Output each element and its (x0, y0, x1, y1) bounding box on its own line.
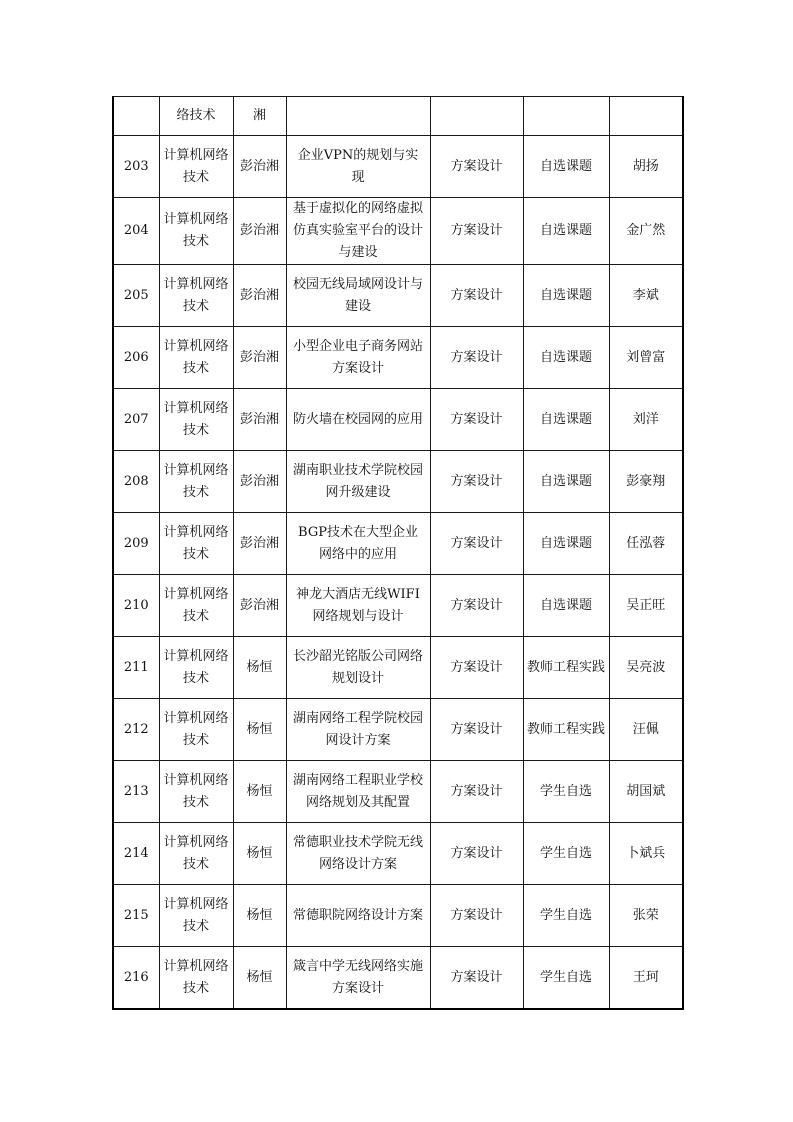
topic-source-cell-text: 自选课题 (539, 158, 592, 174)
table-row (113, 947, 683, 1010)
advisor-cell (233, 947, 286, 1010)
topic-title-cell-text: 湖南职业技术学院校园网升级建设 (292, 462, 423, 500)
topic-type-cell (430, 513, 523, 575)
row-number-cell-text: 208 (123, 473, 149, 489)
student-cell (609, 637, 683, 699)
topic-title-cell-text: BGP技术在大型企业网络中的应用 (298, 524, 418, 562)
row-number-cell (113, 265, 159, 327)
topic-type-cell-text: 方案设计 (450, 597, 503, 613)
student-cell-text: 汪佩 (632, 721, 659, 737)
topic-title-cell-text: 湖南网络工程学院校园网设计方案 (292, 710, 423, 748)
advisor-cell (233, 265, 286, 327)
row-number-cell (113, 513, 159, 575)
advisor-cell (233, 637, 286, 699)
advisor-cell-text: 杨恒 (246, 845, 273, 861)
advisor-cell (233, 699, 286, 761)
student-cell-text: 卜斌兵 (626, 845, 666, 861)
topic-title-cell (286, 699, 430, 761)
topic-title-cell (286, 513, 430, 575)
topic-source-cell-text: 自选课题 (539, 473, 592, 489)
row-number-cell-text: 209 (123, 535, 149, 551)
topic-source-cell-text: 自选课题 (539, 597, 592, 613)
topic-source-cell-text: 自选课题 (539, 349, 592, 365)
row-number-cell (113, 389, 159, 451)
table-row (113, 761, 683, 823)
topic-title-cell-text: 防火墙在校园网的应用 (292, 411, 423, 427)
topic-source-cell (523, 637, 609, 699)
topic-source-cell (523, 947, 609, 1010)
major-cell-text: 计算机网络技术 (163, 772, 229, 810)
row-number-cell (113, 327, 159, 389)
major-cell-text: 计算机网络技术 (163, 896, 229, 934)
row-number-cell-text: 203 (123, 158, 149, 174)
topic-title-cell (286, 947, 430, 1010)
major-cell-text: 计算机网络技术 (163, 147, 229, 185)
topic-source-cell-text: 学生自选 (539, 969, 592, 985)
advisor-cell (233, 198, 286, 265)
major-cell-text: 计算机网络技术 (163, 524, 229, 562)
row-number-cell (113, 885, 159, 947)
table-row (113, 198, 683, 265)
advisor-cell (233, 389, 286, 451)
row-number-cell-text: 213 (123, 783, 149, 799)
advisor-cell-text: 彭治湘 (239, 287, 279, 303)
topic-type-cell-text: 方案设计 (450, 969, 503, 985)
advisor-cell-text: 彭治湘 (239, 158, 279, 174)
major-cell (159, 575, 233, 637)
topic-title-cell (286, 265, 430, 327)
table-row (113, 823, 683, 885)
advisor-cell (233, 136, 286, 198)
topic-type-cell-text: 方案设计 (450, 411, 503, 427)
row-number-cell (113, 761, 159, 823)
student-cell (609, 136, 683, 198)
topic-title-cell (286, 389, 430, 451)
major-cell (159, 947, 233, 1010)
student-cell-text: 彭豪翔 (626, 473, 666, 489)
topic-type-cell-text: 方案设计 (450, 349, 503, 365)
major-cell (159, 198, 233, 265)
student-cell (609, 761, 683, 823)
topic-source-cell-text: 学生自选 (539, 845, 592, 861)
student-cell (609, 513, 683, 575)
topic-type-cell (430, 823, 523, 885)
topic-type-cell-text: 方案设计 (450, 783, 503, 799)
table-row (113, 699, 683, 761)
table-row (113, 327, 683, 389)
student-cell-text: 刘洋 (632, 411, 659, 427)
student-cell (609, 97, 683, 136)
topic-type-cell (430, 761, 523, 823)
student-cell (609, 198, 683, 265)
topic-source-cell-text: 教师工程实践 (526, 721, 605, 737)
major-cell (159, 823, 233, 885)
advisor-cell-text: 彭治湘 (239, 349, 279, 365)
topic-source-cell (523, 198, 609, 265)
student-cell (609, 265, 683, 327)
table-row (113, 265, 683, 327)
student-cell-text: 李斌 (632, 287, 659, 303)
topic-source-cell (523, 823, 609, 885)
student-cell (609, 575, 683, 637)
student-cell (609, 699, 683, 761)
student-cell-text: 胡扬 (632, 158, 659, 174)
major-cell (159, 513, 233, 575)
topic-title-cell-text: 小型企业电子商务网站方案设计 (292, 338, 423, 376)
student-cell-text: 金广然 (626, 223, 666, 238)
advisor-cell-text: 杨恒 (246, 783, 273, 799)
row-number-cell-text: 210 (123, 597, 149, 613)
major-cell-text: 计算机网络技术 (163, 648, 229, 686)
topic-type-cell-text: 方案设计 (450, 659, 503, 675)
advisor-cell (233, 97, 286, 136)
row-number-cell-text: 207 (123, 411, 149, 427)
advisor-cell-text: 彭治湘 (239, 473, 279, 489)
advisor-cell-text: 彭治湘 (239, 411, 279, 427)
topic-title-cell (286, 823, 430, 885)
row-number-cell (113, 947, 159, 1010)
topic-source-cell (523, 699, 609, 761)
row-number-cell (113, 97, 159, 136)
topic-source-cell-text: 自选课题 (539, 535, 592, 551)
row-number-cell-text: 205 (123, 287, 149, 303)
topic-source-cell-text: 自选课题 (539, 411, 592, 427)
advisor-cell (233, 823, 286, 885)
topic-title-cell-text: 湖南网络工程职业学校网络规划及其配置 (292, 772, 423, 810)
topic-title-cell-text: 箴言中学无线网络实施方案设计 (292, 958, 423, 996)
topic-title-cell (286, 575, 430, 637)
advisor-cell-text: 杨恒 (246, 969, 273, 985)
row-number-cell (113, 198, 159, 265)
student-cell (609, 327, 683, 389)
topic-type-cell (430, 947, 523, 1010)
topic-type-cell (430, 327, 523, 389)
advisor-cell-text: 彭治湘 (239, 597, 279, 613)
major-cell (159, 637, 233, 699)
topic-title-cell (286, 97, 430, 136)
major-cell (159, 327, 233, 389)
topic-title-cell (286, 136, 430, 198)
advisor-cell-text: 杨恒 (246, 659, 273, 675)
student-cell (609, 823, 683, 885)
row-number-cell (113, 451, 159, 513)
student-cell (609, 947, 683, 1010)
topic-type-cell (430, 575, 523, 637)
row-number-cell-text: 206 (123, 349, 149, 365)
topic-title-cell-text: 常德职业技术学院无线网络设计方案 (292, 834, 423, 872)
advisor-cell-text: 杨恒 (246, 721, 273, 737)
topic-type-cell-text: 方案设计 (450, 721, 503, 737)
table-row (113, 575, 683, 637)
topic-type-cell-text: 方案设计 (450, 158, 503, 174)
major-cell (159, 451, 233, 513)
topic-source-cell (523, 885, 609, 947)
advisor-cell (233, 451, 286, 513)
student-cell-text: 张荣 (632, 907, 659, 923)
topic-source-cell-text: 学生自选 (539, 907, 592, 923)
topic-title-cell-text: 常德职院网络设计方案 (292, 907, 423, 923)
topic-type-cell-text: 方案设计 (450, 845, 503, 861)
major-cell-text: 络技术 (176, 108, 216, 123)
major-cell (159, 761, 233, 823)
topic-title-cell (286, 451, 430, 513)
topic-type-cell (430, 97, 523, 136)
row-number-cell-text: 214 (123, 845, 149, 861)
topic-source-cell (523, 761, 609, 823)
row-number-cell-text: 204 (123, 223, 149, 238)
advisor-cell (233, 761, 286, 823)
table-row (113, 637, 683, 699)
topic-title-cell (286, 637, 430, 699)
advisor-cell-text: 彭治湘 (239, 223, 279, 238)
topic-title-cell-text: 神龙大酒店无线WIFI网络规划与设计 (296, 586, 420, 624)
row-number-cell (113, 575, 159, 637)
row-number-cell-text: 212 (123, 721, 149, 737)
table-row (113, 513, 683, 575)
major-cell-text: 计算机网络技术 (163, 276, 229, 314)
advisor-cell (233, 885, 286, 947)
major-cell (159, 699, 233, 761)
topic-type-cell (430, 265, 523, 327)
topic-type-cell-text: 方案设计 (450, 535, 503, 551)
student-cell-text: 任泓蓉 (626, 535, 666, 551)
advisor-cell (233, 513, 286, 575)
topic-type-cell (430, 451, 523, 513)
topic-type-cell-text: 方案设计 (450, 287, 503, 303)
major-cell-text: 计算机网络技术 (163, 834, 229, 872)
student-cell-text: 吴亮波 (626, 659, 666, 675)
row-number-cell-text: 215 (123, 907, 149, 923)
student-cell-text: 刘曾富 (626, 349, 666, 365)
topic-title-cell (286, 885, 430, 947)
major-cell (159, 389, 233, 451)
topic-source-cell (523, 389, 609, 451)
topic-type-cell (430, 885, 523, 947)
table-row (113, 136, 683, 198)
topic-type-cell (430, 198, 523, 265)
table-row (113, 885, 683, 947)
advisor-cell-text: 湘 (252, 108, 266, 123)
student-cell-text: 王珂 (632, 969, 659, 985)
topic-type-cell-text: 方案设计 (450, 223, 503, 238)
major-cell (159, 265, 233, 327)
student-cell (609, 885, 683, 947)
topic-title-cell-text: 校园无线局域网设计与建设 (292, 276, 423, 314)
student-cell-text: 吴正旺 (626, 597, 666, 613)
major-cell-text: 计算机网络技术 (163, 958, 229, 996)
student-cell (609, 389, 683, 451)
topic-source-cell-text: 学生自选 (539, 783, 592, 799)
major-cell (159, 885, 233, 947)
student-cell (609, 451, 683, 513)
topic-source-cell (523, 575, 609, 637)
advisor-cell (233, 575, 286, 637)
topic-title-cell (286, 327, 430, 389)
topic-source-cell (523, 136, 609, 198)
topic-type-cell-text: 方案设计 (450, 473, 503, 489)
major-cell-text: 计算机网络技术 (163, 338, 229, 376)
topic-type-cell (430, 136, 523, 198)
topic-source-cell (523, 327, 609, 389)
major-cell-text: 计算机网络技术 (163, 710, 229, 748)
topic-type-cell (430, 637, 523, 699)
topic-title-cell (286, 198, 430, 265)
topic-assignment-table (112, 96, 684, 1010)
topic-title-cell (286, 761, 430, 823)
student-cell-text: 胡国斌 (626, 783, 666, 799)
topic-source-cell (523, 97, 609, 136)
major-cell-text: 计算机网络技术 (163, 212, 229, 249)
topic-type-cell (430, 699, 523, 761)
row-number-cell (113, 699, 159, 761)
table-body (113, 97, 683, 1010)
major-cell-text: 计算机网络技术 (163, 462, 229, 500)
topic-title-cell-text: 企业VPN的规划与实现 (297, 147, 419, 185)
major-cell (159, 97, 233, 136)
table-row (113, 451, 683, 513)
topic-source-cell (523, 513, 609, 575)
topic-source-cell (523, 265, 609, 327)
table-row (113, 389, 683, 451)
topic-source-cell-text: 自选课题 (539, 223, 592, 238)
topic-title-cell-text: 长沙韶光铭版公司网络规划设计 (292, 648, 423, 686)
row-number-cell-text: 216 (123, 969, 149, 985)
row-number-cell (113, 823, 159, 885)
major-cell-text: 计算机网络技术 (163, 586, 229, 624)
row-number-cell (113, 637, 159, 699)
advisor-cell (233, 327, 286, 389)
row-number-cell (113, 136, 159, 198)
topic-source-cell (523, 451, 609, 513)
topic-title-cell-text: 基于虚拟化的网络虚拟仿真实验室平台的设计与建设 (292, 201, 423, 260)
row-number-cell-text: 211 (123, 659, 149, 675)
advisor-cell-text: 彭治湘 (239, 535, 279, 551)
topic-type-cell (430, 389, 523, 451)
topic-source-cell-text: 教师工程实践 (526, 659, 605, 675)
advisor-cell-text: 杨恒 (246, 907, 273, 923)
table-row (113, 97, 683, 136)
major-cell (159, 136, 233, 198)
topic-type-cell-text: 方案设计 (450, 907, 503, 923)
topic-source-cell-text: 自选课题 (539, 287, 592, 303)
major-cell-text: 计算机网络技术 (163, 400, 229, 438)
